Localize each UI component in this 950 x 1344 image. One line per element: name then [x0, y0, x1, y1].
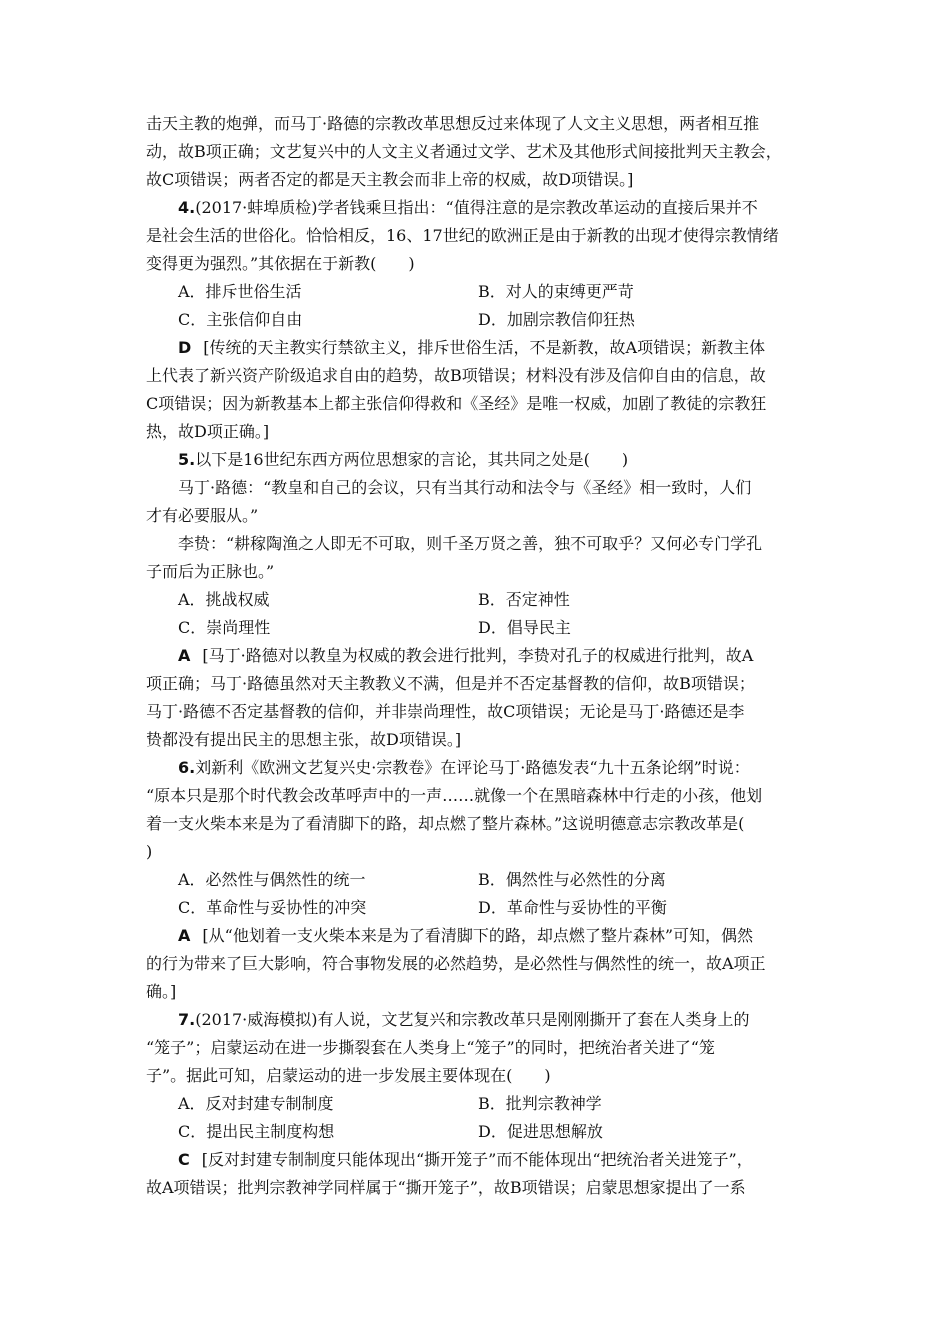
option-a: A．反对封建专制制度 [178, 1094, 334, 1113]
text-line: 才有必要服从。” [146, 506, 259, 525]
options-row [146, 586, 810, 614]
option-d: D．促进思想解放 [478, 1122, 603, 1141]
text-line: 变得更为强烈。”其依据在于新教( ) [146, 254, 415, 273]
options-row [146, 306, 810, 334]
answer-text: [传统的天主教实行禁欲主义，排斥世俗生活，不是新教，故A项错误；新教主体 [203, 338, 766, 357]
text-line: 故A项错误；批判宗教神学同样属于“撕开笼子”，故B项错误；启蒙思想家提出了一系 [146, 1178, 746, 1197]
options-row [146, 1118, 810, 1146]
option-c: C．崇尚理性 [178, 618, 271, 637]
document-page [146, 110, 810, 1202]
text-line: 马丁·路德不否定基督教的信仰，并非崇尚理性，故C项错误；无论是马丁·路德还是李 [146, 702, 745, 721]
answer-letter: C [178, 1150, 190, 1169]
option-d: D．倡导民主 [478, 618, 571, 637]
option-c: C．主张信仰自由 [178, 310, 303, 329]
text-line: 是社会生活的世俗化。恰恰相反，16、17世纪的欧洲正是由于新教的出现才使得宗教情绪 [146, 226, 779, 245]
text-line: 动，故B项正确；文艺复兴中的人文主义者通过文学、艺术及其他形式间接批判天主教会， [146, 142, 782, 161]
question-number: 7. [178, 1010, 196, 1029]
question-6 [146, 754, 810, 1006]
answer-text: [从“他划着一支火柴本来是为了看清脚下的路，却点燃了整片森林”可知，偶然 [202, 926, 753, 945]
options-row [146, 278, 810, 306]
text-line: “笼子”；启蒙运动在进一步撕裂套在人类身上“笼子”的同时，把统治者关进了“笼 [146, 1038, 715, 1057]
question-text: (2017·蚌埠质检)学者钱乘旦指出：“值得注意的是宗教改革运动的直接后果并不 [195, 198, 758, 217]
question-text: 刘新利《欧洲文艺复兴史·宗教卷》在评论马丁·路德发表“九十五条论纲”时说： [195, 758, 750, 777]
option-b: B．偶然性与必然性的分离 [478, 870, 666, 889]
text-line: 上代表了新兴资产阶级追求自由的趋势，故B项错误；材料没有涉及信仰自由的信息，故 [146, 366, 766, 385]
question-text: (2017·威海模拟)有人说，文艺复兴和宗教改革只是刚刚撕开了套在人类身上的 [195, 1010, 750, 1029]
options-row [146, 894, 810, 922]
option-a: A．必然性与偶然性的统一 [178, 870, 366, 889]
prev-answer [146, 110, 810, 194]
text-line: 确。] [146, 982, 177, 1001]
option-b: B．否定神性 [478, 590, 570, 609]
option-d: D．革命性与妥协性的平衡 [478, 898, 667, 917]
text-line: 李贽：“耕稼陶渔之人即无不可取，则千圣万贤之善，独不可取乎？又何必专门学孔 [178, 534, 763, 553]
answer-letter: D [178, 338, 192, 357]
question-number: 6. [178, 758, 196, 777]
question-number: 5. [178, 450, 196, 469]
question-4 [146, 194, 810, 446]
question-5 [146, 446, 810, 754]
text-line: “原本只是那个时代教会改革呼声中的一声……就像一个在黑暗森林中行走的小孩，他划 [146, 786, 763, 805]
answer-text: [马丁·路德对以教皇为权威的教会进行批判，李贽对孔子的权威进行批判，故A [202, 646, 754, 665]
text-line: C项错误；因为新教基本上都主张信仰得救和《圣经》是唯一权威，加剧了教徒的宗教狂 [146, 394, 767, 413]
text-line: 马丁·路德：“教皇和自己的会议，只有当其行动和法令与《圣经》相一致时，人们 [178, 478, 752, 497]
text-line: 热，故D项正确。] [146, 422, 270, 441]
text-line: 子”。据此可知，启蒙运动的进一步发展主要体现在( ) [146, 1066, 551, 1085]
option-b: B．对人的束缚更严苛 [478, 282, 634, 301]
text-line: ) [146, 842, 153, 861]
option-c: C．提出民主制度构想 [178, 1122, 335, 1141]
options-row [146, 1090, 810, 1118]
question-text: 以下是16世纪东西方两位思想家的言论，其共同之处是( ) [195, 450, 629, 469]
option-d: D．加剧宗教信仰狂热 [478, 310, 635, 329]
text-line: 项正确；马丁·路德虽然对天主教教义不满，但是并不否定基督教的信仰，故B项错误； [146, 674, 755, 693]
option-a: A．排斥世俗生活 [178, 282, 302, 301]
answer-letter: A [178, 926, 191, 945]
question-number: 4. [178, 198, 196, 217]
question-7 [146, 1006, 810, 1202]
text-line: 故C项错误；两者否定的都是天主教会而非上帝的权威，故D项错误。] [146, 170, 634, 189]
option-a: A．挑战权威 [178, 590, 270, 609]
text-line: 击天主教的炮弹，而马丁·路德的宗教改革思想反过来体现了人文主义思想，两者相互推 [146, 114, 760, 133]
text-line: 子而后为正脉也。” [146, 562, 275, 581]
option-c: C．革命性与妥协性的冲突 [178, 898, 367, 917]
answer-text: [反对封建专制制度只能体现出“撕开笼子”而不能体现出“把统治者关进笼子”， [201, 1150, 753, 1169]
options-row [146, 614, 810, 642]
answer-letter: A [178, 646, 191, 665]
options-row [146, 866, 810, 894]
text-line: 贽都没有提出民主的思想主张，故D项错误。] [146, 730, 462, 749]
text-line: 着一支火柴本来是为了看清脚下的路，却点燃了整片森林。”这说明德意志宗教改革是( [146, 814, 745, 833]
option-b: B．批判宗教神学 [478, 1094, 602, 1113]
text-line: 的行为带来了巨大影响，符合事物发展的必然趋势，是必然性与偶然性的统一，故A项正 [146, 954, 766, 973]
